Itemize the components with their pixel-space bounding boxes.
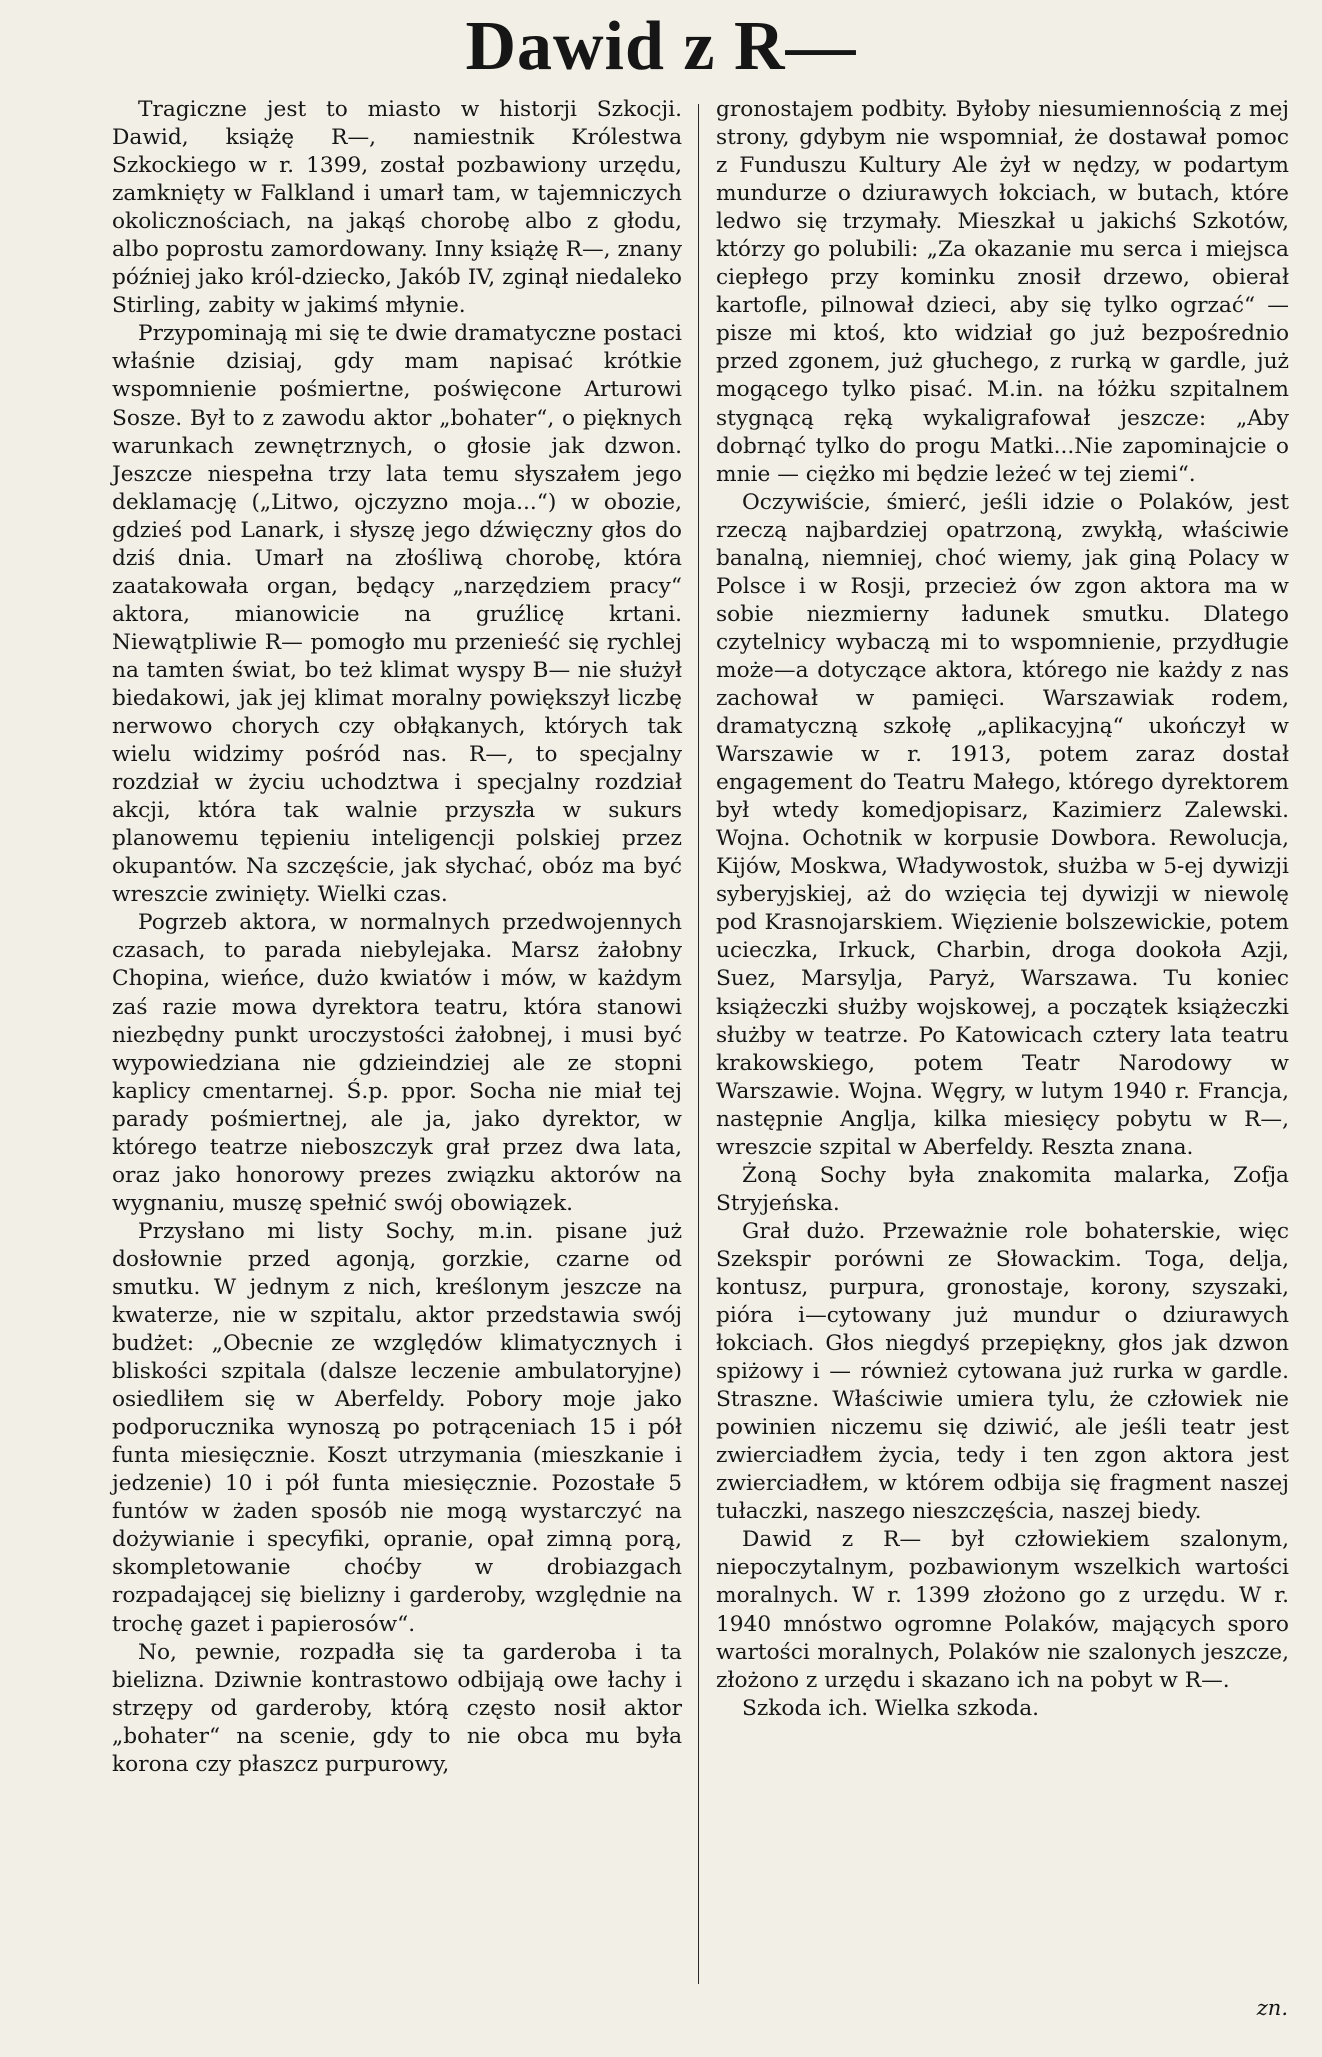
column-divider	[698, 104, 699, 1984]
paragraph: Oczywiście, śmierć, jeśli idzie o Polaków, jest rzeczą najbardziej opatrzoną, zwykłą, właściwie banalną, niemniej, choć wiemy, jak giną Polacy w Polsce i w Rosji, przecież ów zgon aktora ma w sobie niezmierny ładunek smutku. Dlatego czytelnicy wybaczą mi to wspomnienie, przydługie może—a dotyczące aktora, którego nie każdy z nas zachował w pamięci. Warszawiak rodem, dramatyczną szkołę „aplikacyjną“ ukończył w Warszawie w r. 1913, potem zaraz dostał engagement do Teatru Małego, którego dyrektorem był wtedy komedjopisarz, Kazimierz Zalewski. Wojna. Ochotnik w korpusie Dowbora. Rewolucja, Kijów, Moskwa, Władywostok, służba w 5-ej dywizji syberyjskiej, aż do wzięcia tej dywizji w niewolę pod Krasnojarskiem. Więzienie bolszewickie, potem ucieczka, Irkuck, Charbin, droga dookoła Azji, Suez, Marsylja, Paryż, Warszawa. Tu koniec książeczki służby wojskowej, a początek książeczki służby w teatrze. Po Katowicach cztery lata teatru krakowskiego, potem Teatr Narodowy w Warszawie. Wojna. Węgry, w lutym 1940 r. Francja, następnie Anglja, kilka miesięcy pobytu w R—, wreszcie szpital w Aberfeldy. Reszta znana.	[716, 489, 1289, 1160]
paragraph: Przypominają mi się te dwie dramatyczne postaci właśnie dzisiaj, gdy mam napisać krótkie wspomnienie pośmiertne, poświęcone Arturowi Sosze. Był to z zawodu aktor „bohater“, o pięknych warunkach zewnętrznych, o głosie jak dzwon. Jeszcze niespełna trzy lata temu słyszałem jego deklamację („Litwo, ojczyzno moja...“) w obozie, gdzieś pod Lanark, i słyszę jego dźwięczny głos do dziś dnia. Umarł na złośliwą chorobę, która zaatakowała organ, będący „narzędziem pracy“ aktora, mianowicie na gruźlicę krtani. Niewątpliwie R— pomogło mu przenieść się rychlej na tamten świat, bo też klimat wyspy B— nie służył biedakowi, jak jej klimat moralny powiększył liczbę nerwowo chorych czy obłąkanych, których tak wielu widzimy pośród nas. R—, to specjalny rozdział w życiu uchodztwa i specjalny rozdział akcji, która tak walnie przyszła w sukurs planowemu tępieniu inteligencji polskiej przez okupantów. Na szczęście, jak słychać, obóz ma być wreszcie zwinięty. Wielki czas.	[112, 321, 682, 908]
paragraph: Żoną Sochy była znakomita malarka, Zofja Stryjeńska.	[716, 1162, 1289, 1216]
paragraph: No, pewnie, rozpadła się ta garderoba i ta bielizna. Dziwnie kontrastowo odbijają owe łachy i strzępy od garderoby, którą często nosił aktor „bohater“ na scenie, gdy to nie obca mu była korona czy płaszcz purpurowy,	[112, 1639, 682, 1777]
author-signature: zn.	[1256, 1996, 1288, 2020]
paragraph: Grał dużo. Przeważnie role bohaterskie, więc Szekspir porówni ze Słowackim. Toga, delja, kontusz, purpura, gronostaje, korony, szyszaki, pióra i—cytowany już mundur o dziurawych łokciach. Głos niegdyś przepiękny, głos jak dzwon spiżowy i — również cytowana już rurka w gardle. Straszne. Właściwie umiera tylu, że człowiek nie powinien niczemu się dziwić, ale jeśli teatr jest zwierciadłem życia, tedy i ten zgon aktora jest zwierciadłem, w którem odbija się fragment naszej tułaczki, naszego nieszczęścia, naszej biedy.	[716, 1218, 1289, 1525]
paragraph: gronostajem podbity. Byłoby niesumiennością z mej strony, gdybym nie wspomniał, że dostawał pomoc z Funduszu Kultury Ale żył w nędzy, w podartym mundurze o dziurawych łokciach, w butach, które ledwo się trzymały. Mieszkał u jakichś Szkotów, którzy go polubili: „Za okazanie mu serca i miejsca ciepłego przy kominku znosił drzewo, obierał kartofle, pilnował dzieci, aby się tylko ogrzać“ — pisze mi ktoś, kto widział go już bezpośrednio przed zgonem, już głuchego, z rurką w gardle, już mogącego tylko pisać. M.in. na łóżku szpitalnem stygnącą ręką wykaligrafował jeszcze: „Aby dobrnąć tylko do progu Matki...Nie zapominajcie o mnie — ciężko mi będzie leżeć w tej ziemi“.	[716, 97, 1289, 487]
paragraph: Szkoda ich. Wielka szkoda.	[742, 1695, 1040, 1721]
paragraph: Tragiczne jest to miasto w historji Szkocji. Dawid, książę R—, namiestnik Królestwa Szkockiego w r. 1399, został pozbawiony urzędu, zamknięty w Falkland i umarł tam, w tajemniczych okolicznościach, na jakąś chorobę albo z głodu, albo poprostu zamordowany. Inny książę R—, znany później jako król-dziecko, Jakób IV, zginął niedaleko Stirling, zabity w jakimś młynie.	[112, 97, 682, 319]
left-column	[112, 96, 682, 1779]
right-column	[716, 96, 1289, 1723]
paragraph: Dawid z R— był człowiekiem szalonym, niepoczytalnym, pozbawionym wszelkich wartości moralnych. W r. 1399 złożono go z urzędu. W r. 1940 mnóstwo ogromne Polaków, mających sporo wartości moralnych, Polaków nie szalonych jeszcze, złożono z urzędu i skazano ich na pobyt w R—.	[716, 1527, 1289, 1693]
paragraph: Przysłano mi listy Sochy, m.in. pisane już dosłownie przed agonją, gorzkie, czarne od smutku. W jednym z nich, kreślonym jeszcze na kwaterze, nie w szpitalu, aktor przedstawia swój budżet: „Obecnie ze względów klimatycznych i bliskości szpitala (dalsze leczenie ambulatoryjne) osiedliłem się w Aberfeldy. Pobory moje jako podporucznika wynoszą po potrąceniach 15 i pół funta miesięcznie. Koszt utrzymania (mieszkanie i jedzenie) 10 i pół funta miesięcznie. Pozostałe 5 funtów w żaden sposób nie mogą wystarczyć na dożywianie i specyfiki, opranie, opał zimną porą, skompletowanie choćby w drobiazgach rozpadającej się bielizny i garderoby, względnie na trochę gazet i papierosów“.	[112, 1218, 682, 1637]
paragraph: Pogrzeb aktora, w normalnych przedwojennych czasach, to parada niebylejaka. Marsz żałobny Chopina, wieńce, dużo kwiatów i mów, w każdym zaś razie mowa dyrektora teatru, która stanowi niezbędny punkt uroczystości żałobnej, i musi być wypowiedziana nie gdzieindziej ale ze stopni kaplicy cmentarnej. Ś.p. ppor. Socha nie miał tej parady pośmiertnej, ale ja, jako dyrektor, w którego teatrze nieboszczyk grał przez dwa lata, oraz jako honorowy prezes związku aktorów na wygnaniu, muszę spełnić swój obowiązek.	[112, 910, 682, 1216]
article-title: Dawid z R—	[465, 8, 857, 85]
